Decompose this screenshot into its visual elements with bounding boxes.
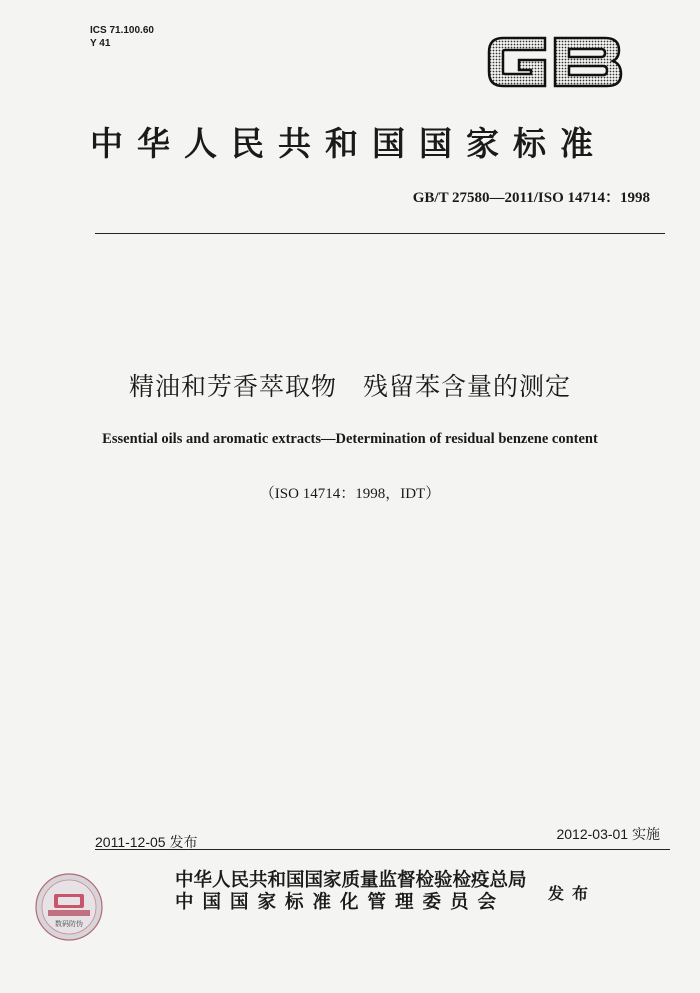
iso-reference: （ISO 14714：1998，IDT） [259,486,441,502]
classification-codes [90,24,154,50]
classification-code: Y 41 [90,38,111,49]
publisher-line-2: 中国国家标准化管理委员会 [175,892,506,913]
ics-code: ICS 71.100.60 [90,25,154,36]
seal-text: 数码防伪 [55,920,83,928]
publishing-authorities [175,870,527,914]
publisher-line-1: 中华人民共和国国家质量监督检验检疫总局 [175,870,527,891]
publish-label: 发布 [548,884,597,903]
top-divider [95,233,665,234]
anti-counterfeit-seal [34,872,104,942]
english-document-title: Essential oils and aromatic extracts—Determination of residual benzene content [102,431,598,447]
standard-code: GB/T 27580—2011/ISO 14714：1998 [412,190,650,206]
gb-logo [483,28,629,94]
issue-date: 2011-12-05 发布 [95,834,198,850]
national-standard-title: 中华人民共和国国家标准 [90,124,607,163]
implementation-date: 2012-03-01 实施 [556,826,660,842]
bottom-divider [95,849,670,850]
chinese-document-title: 精油和芳香萃取物 残留苯含量的测定 [128,372,571,401]
